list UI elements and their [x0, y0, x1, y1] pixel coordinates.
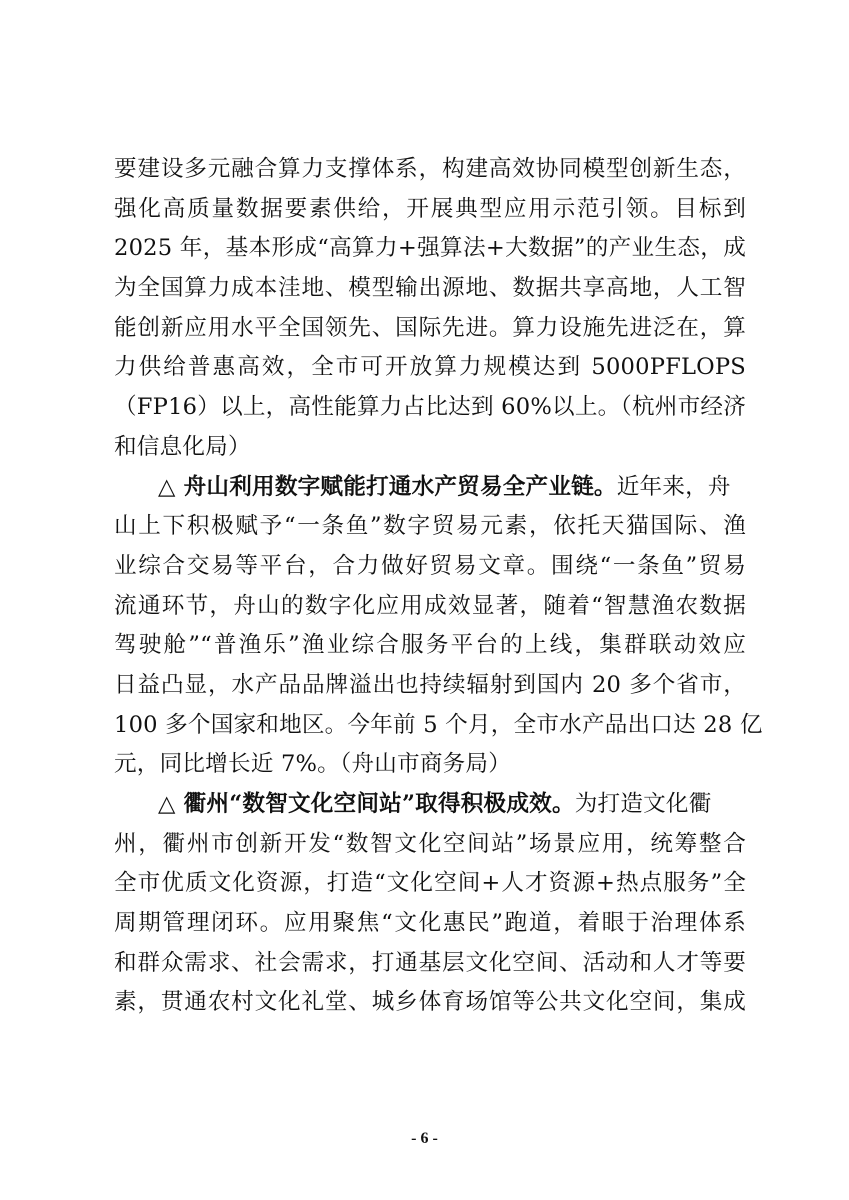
text-line: 驾驶舱”“普渔乐”渔业综合服务平台的上线，集群联动效应	[114, 632, 746, 659]
text-line: 强化高质量数据要素供给，开展典型应用示范引领。目标到	[114, 195, 746, 222]
paragraph-zhoushan-first-line	[114, 468, 746, 508]
text-line: 和群众需求、社会需求，打通基层文化空间、活动和人才等要	[114, 949, 746, 976]
text-line: 业综合交易等平台，合力做好贸易文章。围绕“一条鱼”贸易	[114, 552, 746, 579]
text-line: 元，同比增长近 7%。（舟山市商务局）	[114, 751, 512, 778]
paragraph-quzhou-first-line	[114, 785, 746, 825]
heading-quzhou: △ 衢州“数智文化空间站”取得积极成效。	[158, 791, 575, 817]
text-line: 要建设多元融合算力支撑体系，构建高效协同模型创新生态，	[114, 156, 746, 182]
text-line: 流通环节，舟山的数字化应用成效显著，随着“智慧渔农数据	[114, 592, 746, 619]
text-line: 素，贯通农村文化礼堂、城乡体育场馆等公共文化空间，集成	[114, 989, 746, 1016]
text-fragment: 为打造文化衢	[574, 791, 712, 817]
text-line: 州，衢州市创新开发“数智文化空间站”场景应用，统筹整合	[114, 830, 746, 857]
text-line: 日益凸显，水产品品牌溢出也持续辐射到国内 20 多个省市，	[114, 671, 746, 698]
text-line: （FP16）以上，高性能算力占比达到 60%以上。（杭州市经济	[114, 394, 746, 421]
text-fragment: 近年来，舟	[616, 473, 731, 500]
text-line: 山上下积极赋予“一条鱼”数字贸易元素，依托天猫国际、渔	[114, 513, 746, 540]
page-number: - 6 -	[411, 1130, 438, 1147]
text-line: 能创新应用水平全国领先、国际先进。算力设施先进泛在，算	[114, 314, 746, 341]
text-line: 2025 年，基本形成“高算力+强算法+大数据”的产业生态，成	[114, 235, 746, 262]
text-line: 全市优质文化资源，打造“文化空间+人才资源+热点服务”全	[114, 870, 746, 897]
text-line: 为全国算力成本洼地、模型输出源地、数据共享高地，人工智	[114, 275, 746, 302]
body-text	[114, 150, 763, 1023]
text-line: 和信息化局）	[114, 433, 251, 460]
heading-zhoushan: △ 舟山利用数字赋能打通水产贸易全产业链。	[158, 473, 617, 500]
text-line: 100 多个国家和地区。今年前 5 个月，全市水产品出口达 28 亿	[114, 711, 763, 738]
text-line: 周期管理闭环。应用聚焦“文化惠民”跑道，着眼于治理体系	[114, 910, 746, 937]
text-line: 力供给普惠高效，全市可开放算力规模达到 5000PFLOPS	[114, 354, 746, 381]
